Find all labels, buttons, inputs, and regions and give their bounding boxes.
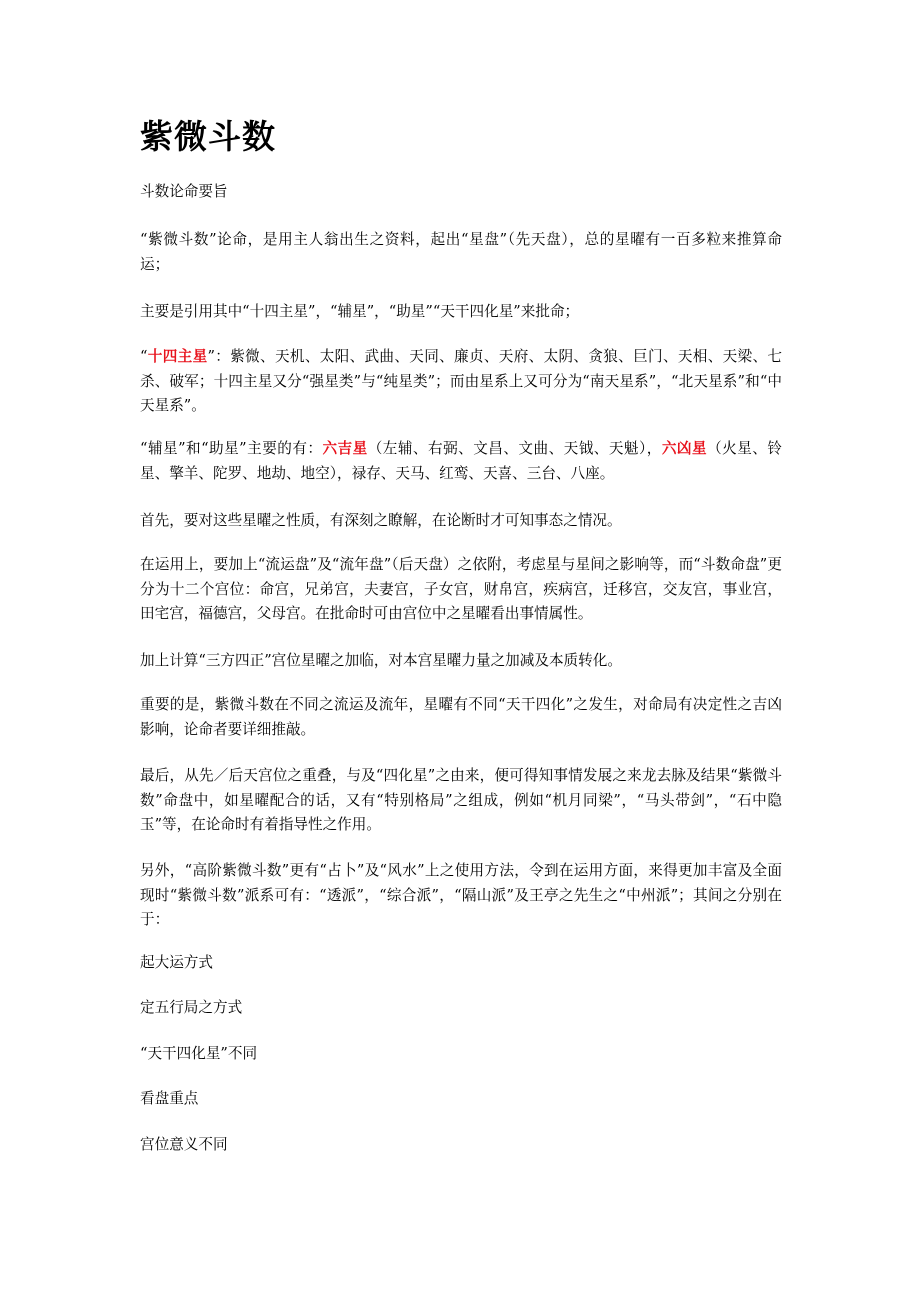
paragraph-text: （左辅、右弼、文昌、文曲、天钺、天魁）， [367,440,662,457]
paragraph-schools: 另外，“高阶紫微斗数”更有“占卜”及“风水”上之使用方法，令到在运用方面，来得更加丰富及全面现时“紫微斗数”派系可有：“透派”，“综合派”，“隔山派”及王亭之先生之“中州派”；其间之分别在于： [140,862,782,928]
paragraph-star-nature: 首先，要对这些星曜之性质，有深刻之瞭解，在论断时才可知事态之情况。 [140,512,622,529]
highlight-fourteen-main-stars: 十四主星 [147,348,208,365]
list-item-luck-method: 起大运方式 [140,954,213,971]
document-title: 紫微斗数 [140,117,276,156]
paragraph-main-stars: 主要是引用其中“十四主星”，“辅星”，“助星”“天干四化星”来批命； [140,303,580,320]
paragraph-palaces: 在运用上，要加上“流运盘”及“流年盘”（后天盘）之依附，考虑星与星间之影响等，而“斗数命盘”更分为十二个宫位：命宫，兄弟宫，夫妻宫，子女宫，财帛宫，疾病宫，迁移宫，交友宫，事业宫，田宅宫，福德宫，父母宫。在批命时可由宫位中之星曜看出事情属性。 [140,556,782,622]
paragraph-three-directions: 加上计算“三方四正”宫位星曜之加临，对本宫星曜力量之加减及本质转化。 [140,652,622,669]
list-item-chart-focus: 看盘重点 [140,1090,199,1107]
highlight-six-malefic-stars: 六凶星 [661,440,708,457]
paragraph-patterns: 最后，从先／后天宫位之重叠，与及“四化星”之由来，便可得知事情发展之来龙去脉及结果“紫微斗数”命盘中，如星曜配合的话，又有“特别格局”之组成，例如“机月同梁”，“马头带剑”，“石中隐玉”等，在论命时有着指导性之作用。 [140,767,782,833]
paragraph-subtitle: 斗数论命要旨 [140,183,228,200]
paragraph-text: ”：紫微、天机、太阳、武曲、天同、廉贞、天府、太阴、贪狼、巨门、天相、天梁、七杀、破军；十四主星又分“强星类”与“纯星类”；而由星系上又可分为“南天星系”，“北天星系”和“中天星系”。 [140,348,782,414]
paragraph-text: “辅星”和“助星”主要的有： [140,440,323,457]
highlight-six-auspicious-stars: 六吉星 [322,440,368,457]
list-item-five-elements: 定五行局之方式 [140,999,243,1016]
paragraph-fourteen-stars [140,345,782,419]
paragraph-intro: “紫微斗数”论命，是用主人翁出生之资料，起出“星盘”（先天盘），总的星曜有一百多粒来推算命运； [140,231,782,273]
paragraph-text: （火星、铃星、擎羊、陀罗、地劫、地空），禄存、天马、红鸾、天喜、三台、八座。 [140,440,782,482]
paragraph-text: “ [140,348,148,365]
paragraph-auxiliary-stars [140,437,782,486]
list-item-transformation-stars: “天干四化星”不同 [140,1045,258,1062]
list-item-palace-meaning: 宫位意义不同 [140,1136,228,1153]
paragraph-four-transformations: 重要的是，紫微斗数在不同之流运及流年，星曜有不同“天干四化”之发生，对命局有决定性之吉凶影响，论命者要详细推敲。 [140,696,782,738]
